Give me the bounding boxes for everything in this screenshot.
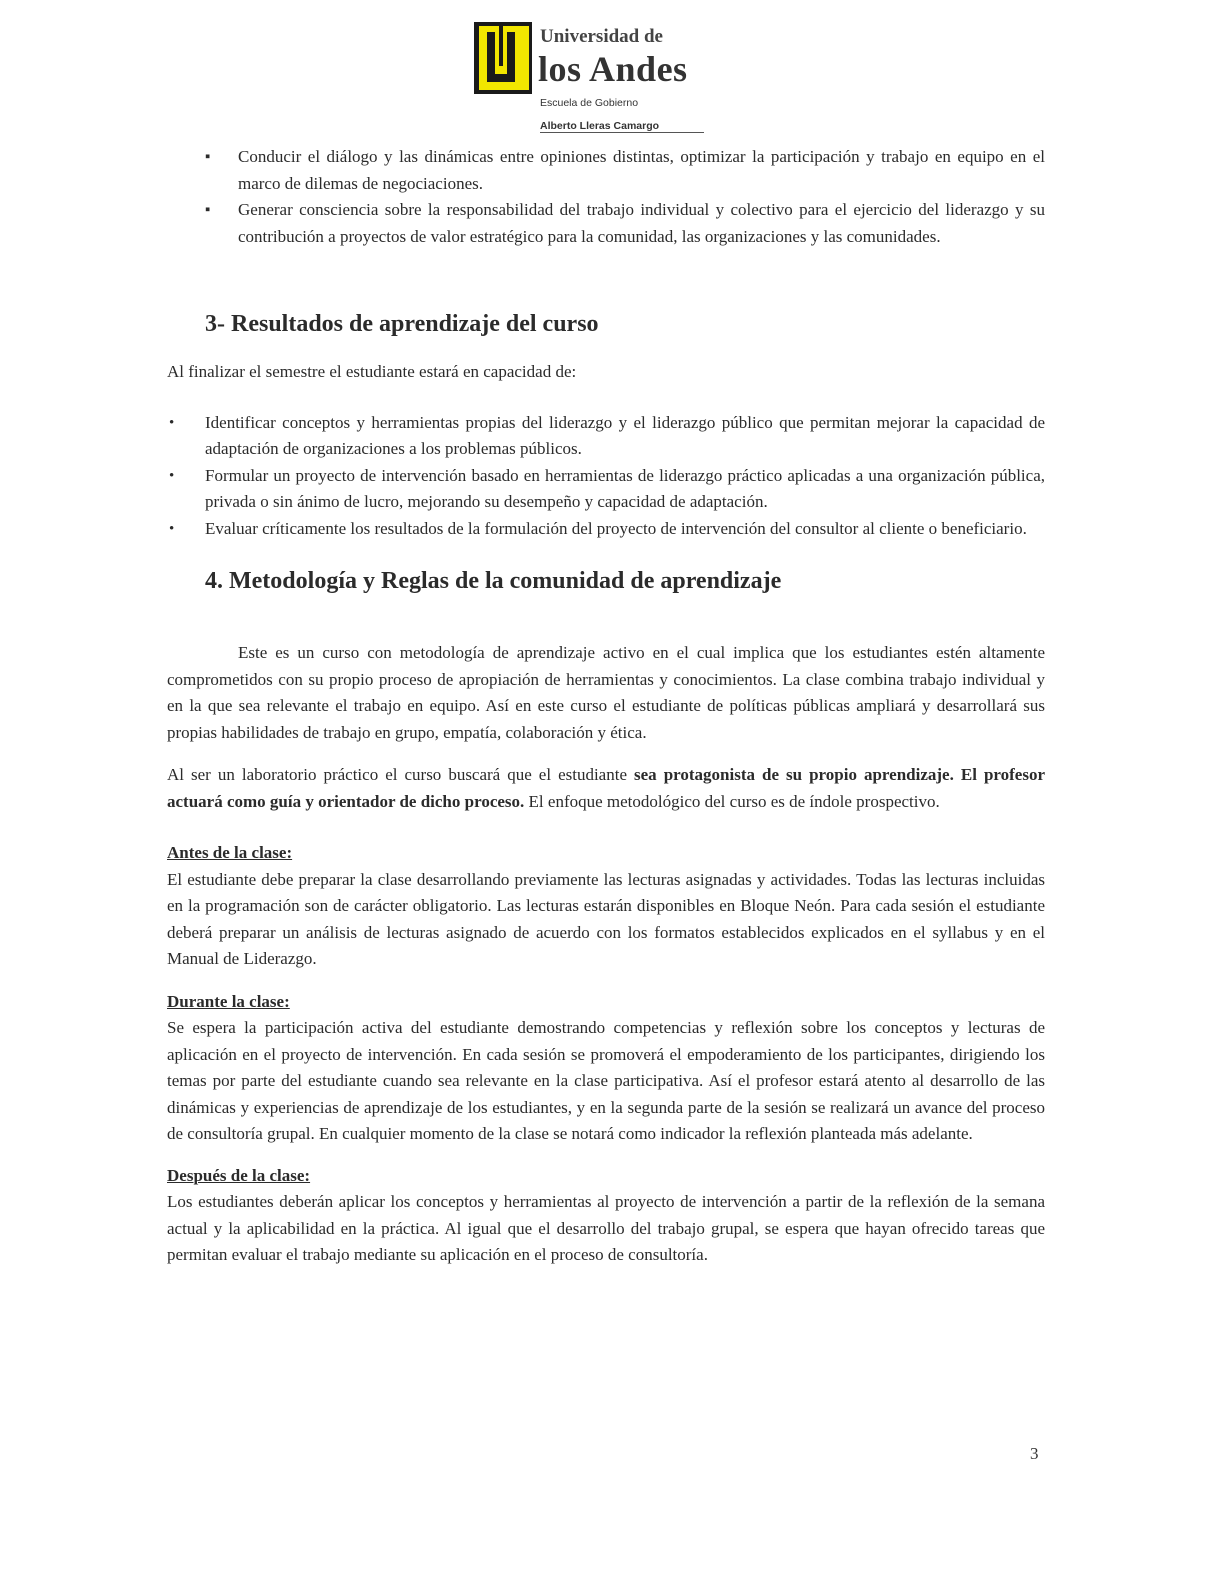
section-3-title: 3- Resultados de aprendizaje del curso xyxy=(205,311,599,337)
paragraph-text: Al ser un laboratorio práctico el curso buscará que el estudiante xyxy=(167,765,635,784)
before-class-block xyxy=(167,840,1045,973)
after-class-block xyxy=(167,1163,1045,1269)
page-number: 3 xyxy=(1030,1444,1039,1463)
bullet-icon: ▪ xyxy=(205,202,211,218)
methodology-paragraph-2 xyxy=(167,762,1045,815)
list-item xyxy=(205,197,1045,250)
university-logo xyxy=(474,22,714,96)
list-item-text: Generar consciencia sobre la responsabilidad del trabajo individual y colectivo para el ejercicio del liderazgo y su contribución a proyectos de valor estratégico para la comunidad, las organizaciones y las comunidades. xyxy=(238,200,1045,246)
bullet-icon: ▪ xyxy=(205,149,211,165)
bullet-icon: • xyxy=(169,467,175,484)
learning-outcomes-list xyxy=(169,410,1045,543)
during-class-heading: Durante la clase: xyxy=(167,991,290,1011)
before-class-text: El estudiante debe preparar la clase desarrollando previamente las lecturas asignadas y actividades. Todas las lecturas incluidas en la programación son de carácter obligatorio. Las lecturas estarán disponibles en Bloque Neón. Para cada sesión el estudiante deberá preparar un análisis de lecturas asignado de acuerdo con los formatos establecidos explicados en el syllabus y en el Manual de Liderazgo. xyxy=(167,869,1045,968)
list-item xyxy=(169,410,1045,463)
logo-university-line2: los Andes xyxy=(538,49,688,89)
logo-emblem-icon xyxy=(474,22,534,94)
school-subname: Alberto Lleras Camargo xyxy=(540,120,704,133)
list-item-text: Evaluar críticamente los resultados de la formulación del proyecto de intervención del consultor al cliente o beneficiario. xyxy=(205,518,1027,538)
before-class-heading: Antes de la clase: xyxy=(167,843,293,862)
during-class-block xyxy=(167,989,1045,1148)
methodology-paragraph-1: Este es un curso con metodología de aprendizaje activo en el cual implica que los estudiantes estén altamente comprometidos con su propio proceso de apropiación de herramientas y conocimientos. La clase combina trabajo individual y en la que sea relevante el trabajo en equipo. Así en este curso el estudiante de políticas públicas ampliará y desarrollará sus propias habilidades de trabajo en grupo, empatía, colaboración y ética. xyxy=(167,643,1045,742)
objectives-list xyxy=(205,144,1045,250)
section-3-intro: Al finalizar el semestre el estudiante estará en capacidad de: xyxy=(167,362,577,381)
list-item-text: Formular un proyecto de intervención basado en herramientas de liderazgo práctico aplicadas a una organización pública, privada o sin ánimo de lucro, mejorando su desempeño y capacidad de adaptación. xyxy=(205,465,1045,511)
paragraph-bold-text: sea protagonista de su propio aprendizaje. El profesor actuará como guía y orientador de dicho proceso. xyxy=(167,765,1046,811)
after-class-text: Los estudiantes deberán aplicar los conceptos y herramientas al proyecto de intervención a partir de la reflexión de la semana actual y la aplicabilidad en la práctica. Al igual que el desarrollo del trabajo grupal, se espera que hayan ofrecido tareas que permitan evaluar el trabajo mediante su aplicación en el proceso de consultoría. xyxy=(167,1192,1045,1264)
list-item xyxy=(169,516,1045,543)
list-item-text: Identificar conceptos y herramientas propias del liderazgo y el liderazgo público que permitan mejorar la capacidad de adaptación de organizaciones a los problemas públicos. xyxy=(205,412,1045,458)
during-class-text: Se espera la participación activa del estudiante demostrando competencias y reflexión sobre los conceptos y lecturas de aplicación en el proyecto de intervención. En cada sesión se promoverá el empoderamiento de los participantes, dirigiendo los temas por parte del estudiante cuando sea relevante en la clase participativa. Así el profesor estará atento al desarrollo de las dinámicas y experiencias de aprendizaje de los estudiantes, y en la segunda parte de la sesión se realizará un avance del proceso de consultoría grupal. En cualquier momento de la clase se notará como indicador la reflexión planteada más adelante. xyxy=(167,1018,1045,1143)
after-class-heading: Después de la clase: xyxy=(167,1165,311,1185)
school-name: Escuela de Gobierno xyxy=(540,97,639,109)
section-4-title: 4. Metodología y Reglas de la comunidad de aprendizaje xyxy=(205,568,782,594)
logo-university-line1: Universidad de xyxy=(540,26,663,47)
document-body xyxy=(167,144,1045,1269)
paragraph-text: El enfoque metodológico del curso es de índole prospectivo. xyxy=(524,791,940,811)
bullet-icon: • xyxy=(169,414,175,431)
bullet-icon: • xyxy=(169,520,175,537)
list-item-text: Conducir el diálogo y las dinámicas entre opiniones distintas, optimizar la participación y trabajo en equipo en el marco de dilemas de negociaciones. xyxy=(238,147,1045,193)
list-item xyxy=(205,144,1045,197)
list-item xyxy=(169,463,1045,516)
